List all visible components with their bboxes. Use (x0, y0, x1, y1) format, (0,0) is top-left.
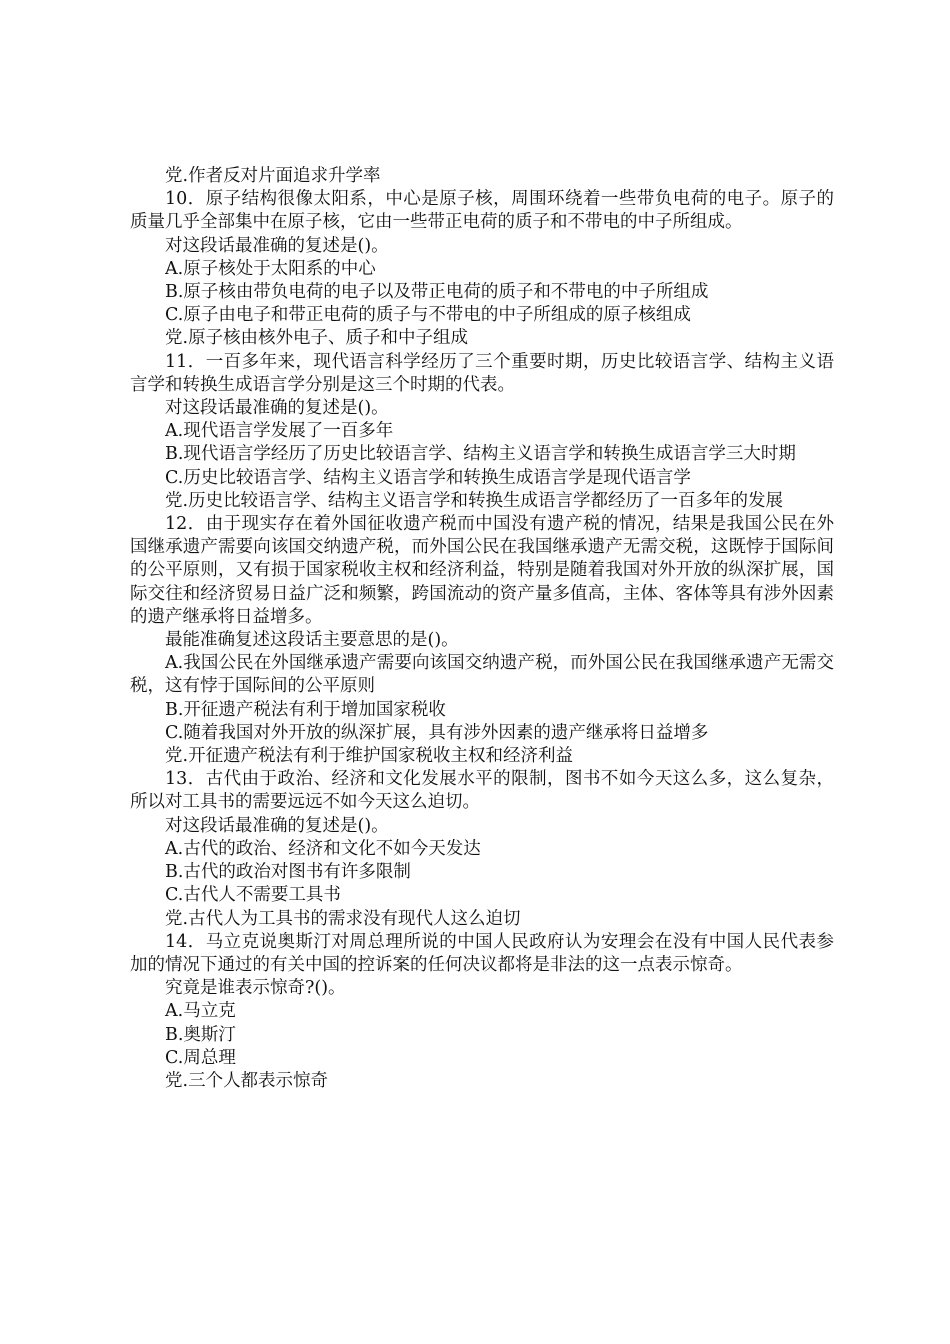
option-line: 党.作者反对片面追求升学率 (165, 166, 381, 186)
option-line: B.开征遗产税法有利于增加国家税收 (165, 699, 446, 720)
option-line: B.现代语言学经历了历史比较语言学、结构主义语言学和转换生成语言学三大时期 (165, 444, 796, 465)
option-line: A.马立克 (165, 1001, 236, 1022)
question-13-paragraph: 13．古代由于政治、经济和文化发展水平的限制，图书不如今天这么多，这么复杂，所以对工具书的需要远远不如今天这么迫切。 (130, 769, 834, 813)
option-line: A.我国公民在外国继承遗产需要向该国交纳遗产税，而外国公民在我国继承遗产无需交税，这有悖于国际间的公平原则 (130, 653, 834, 697)
question-10-paragraph: 10．原子结构很像太阳系，中心是原子核，周围环绕着一些带负电荷的电子。原子的质量几乎全部集中在原子核，它由一些带正电荷的质子和不带电的中子所组成。 (130, 189, 834, 233)
option-line: B.奥斯汀 (165, 1024, 236, 1045)
option-line: 党.开征遗产税法有利于维护国家税收主权和经济利益 (165, 746, 574, 767)
question-prompt: 对这段话最准确的复述是()。 (165, 815, 389, 836)
question-11-paragraph: 11．一百多年来，现代语言科学经历了三个重要时期，历史比较语言学、结构主义语言学和转换生成语言学分别是这三个时期的代表。 (130, 351, 834, 395)
question-prompt: 究竟是谁表示惊奇?()。 (165, 978, 346, 999)
option-line: B.原子核由带负电荷的电子以及带正电荷的质子和不带电的中子所组成 (165, 282, 709, 303)
option-line: 党.历史比较语言学、结构主义语言学和转换生成语言学都经历了一百多年的发展 (165, 490, 784, 511)
option-line: A.现代语言学发展了一百多年 (165, 421, 394, 442)
option-line: C.历史比较语言学、结构主义语言学和转换生成语言学是现代语言学 (165, 467, 691, 488)
document-body (130, 165, 834, 1093)
option-line: B.古代的政治对图书有许多限制 (165, 862, 411, 883)
option-line: 党.古代人为工具书的需求没有现代人这么迫切 (165, 908, 521, 929)
option-line: 党.三个人都表示惊奇 (165, 1070, 329, 1091)
option-line: 党.原子核由核外电子、质子和中子组成 (165, 328, 469, 349)
question-12-paragraph: 12．由于现实存在着外国征收遗产税而中国没有遗产税的情况，结果是我国公民在外国继承遗产需要向该国交纳遗产税，而外国公民在我国继承遗产无需交税，这既悖于国际间的公平原则，又有损于国家税收主权和经济利益，特别是随着我国对外开放的纵深扩展，国际交往和经济贸易日益广泛和频繁，跨国流动的资产量多值高，主体、客体等具有涉外因素的遗产继承将日益增多。 (130, 514, 834, 627)
option-line: C.周总理 (165, 1047, 236, 1068)
question-14-paragraph: 14．马立克说奥斯汀对周总理所说的中国人民政府认为安理会在没有中国人民代表参加的情况下通过的有关中国的控诉案的任何决议都将是非法的这一点表示惊奇。 (130, 931, 834, 975)
option-line: C.随着我国对外开放的纵深扩展，具有涉外因素的遗产继承将日益增多 (165, 722, 709, 743)
question-prompt: 最能准确复述这段话主要意思的是()。 (165, 630, 459, 651)
option-line: C.原子由电子和带正电荷的质子与不带电的中子所组成的原子核组成 (165, 305, 691, 326)
question-prompt: 对这段话最准确的复述是()。 (165, 235, 389, 256)
question-prompt: 对这段话最准确的复述是()。 (165, 398, 389, 419)
option-line: C.古代人不需要工具书 (165, 885, 341, 906)
option-line: A.古代的政治、经济和文化不如今天发达 (165, 838, 481, 859)
option-line: A.原子核处于太阳系的中心 (165, 258, 376, 279)
